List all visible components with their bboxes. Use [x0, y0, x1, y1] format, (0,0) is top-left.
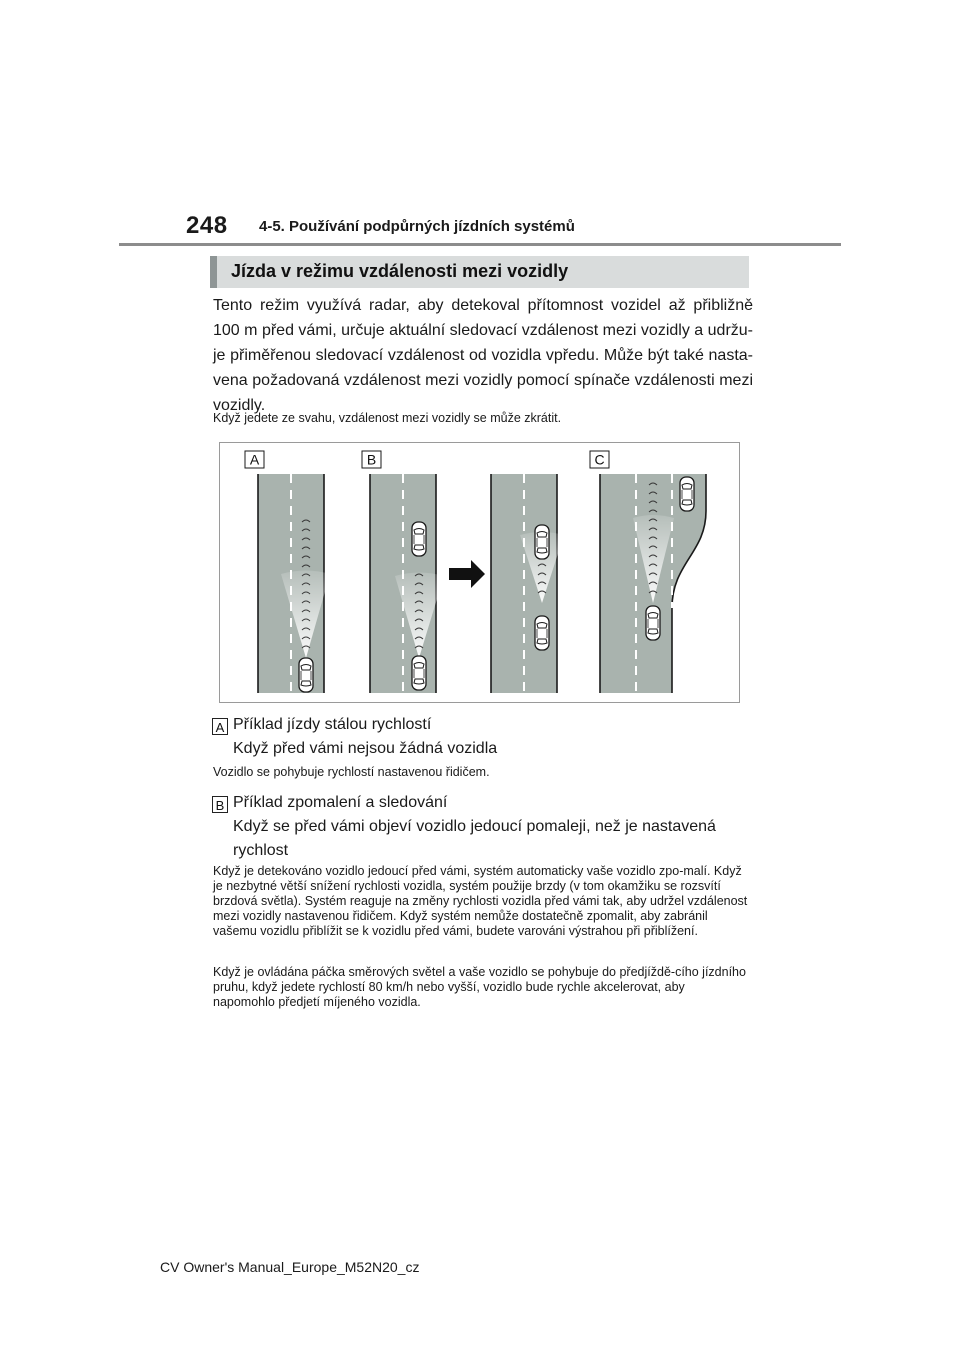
item-a-letter: A [212, 718, 228, 735]
own-car-a [299, 658, 313, 692]
acc-diagram [220, 443, 739, 702]
figure-label-c [590, 451, 609, 468]
item-b-note-2: Když je ovládána páčka směrových světel a vaše vozidlo se pohybuje do předjíždě-cího jízdního pruhu, když jedete rychlostí 80 km/h nebo vyšší, vozidlo bude rychle akcelerovat, aby napomohlo předjetí míjeného vozidla. [213, 965, 746, 1009]
lead-car-b [412, 522, 426, 556]
figure-label-b-text: B [366, 451, 377, 468]
item-b-note-1: Když je detekováno vozidlo jedoucí před vámi, systém automaticky vaše vozidlo zpo-malí. Když je nezbytné větší snížení rychlosti vozidla, systém použije brzdy (v tom okamžiku se rozsvítí brzdová světla). Systém reaguje na změny rychlosti vozidla před vámi tak, aby udržel vzdálenost mezi vozidly nastavenou řidičem. Když systém nemůže dostatečně zpomalit, aby zabránil vašemu vozidlu přiblížit se k vozidlu před vámi, budete varováni výstrahou při přiblížení. [213, 864, 748, 938]
figure-label-a [245, 451, 264, 468]
lead-car-b2 [535, 525, 549, 559]
intro-paragraph: Tento režim využívá radar, aby detekoval přítomnost vozidel až přibližně 100 m před vámi, určuje aktuální sledovací vzdálenost mezi vozidly a udržu-je přiměřenou sledovací vzdálenost od vozidla vpředu. Může být také nasta-vena požadovaná vzdálenost mezi vozidly pomocí spínače vzdálenosti mezi vozidly. [213, 297, 753, 414]
item-a-note: Vozidlo se pohybuje rychlostí nastavenou řidičem. [213, 765, 490, 779]
other-car-c [680, 477, 694, 511]
transition-arrow [449, 560, 485, 588]
section-heading-bar [210, 256, 749, 288]
item-b-title: Příklad zpomalení a sledování [233, 794, 448, 811]
acc-illustration [219, 442, 740, 703]
figure-label-b [362, 451, 381, 468]
section-title: Jízda v režimu vzdálenosti mezi vozidly [231, 261, 569, 281]
header-rule [119, 243, 841, 246]
item-a-title: Příklad jízdy stálou rychlostí [233, 716, 432, 733]
own-car-b [412, 656, 426, 690]
figure-label-a-text: A [249, 451, 260, 468]
item-b-subtitle: Když se před vámi objeví vozidlo jedoucí pomaleji, než je nastavená rychlost [233, 818, 716, 859]
note-slope: Když jedete ze svahu, vzdálenost mezi vozidly se může zkrátit. [213, 411, 562, 425]
footer-manual-id: CV Owner's Manual_Europe_M52N20_cz [160, 1259, 420, 1275]
item-a-subtitle: Když před vámi nejsou žádná vozidla [233, 740, 498, 757]
own-car-c [646, 606, 660, 640]
page-number: 248 [186, 212, 228, 239]
chapter-title: 4-5. Používání podpůrných jízdních systémů [259, 218, 575, 235]
figure-label-c-text: C [594, 451, 605, 468]
own-car-b2 [535, 616, 549, 650]
item-b-letter: B [212, 796, 228, 813]
